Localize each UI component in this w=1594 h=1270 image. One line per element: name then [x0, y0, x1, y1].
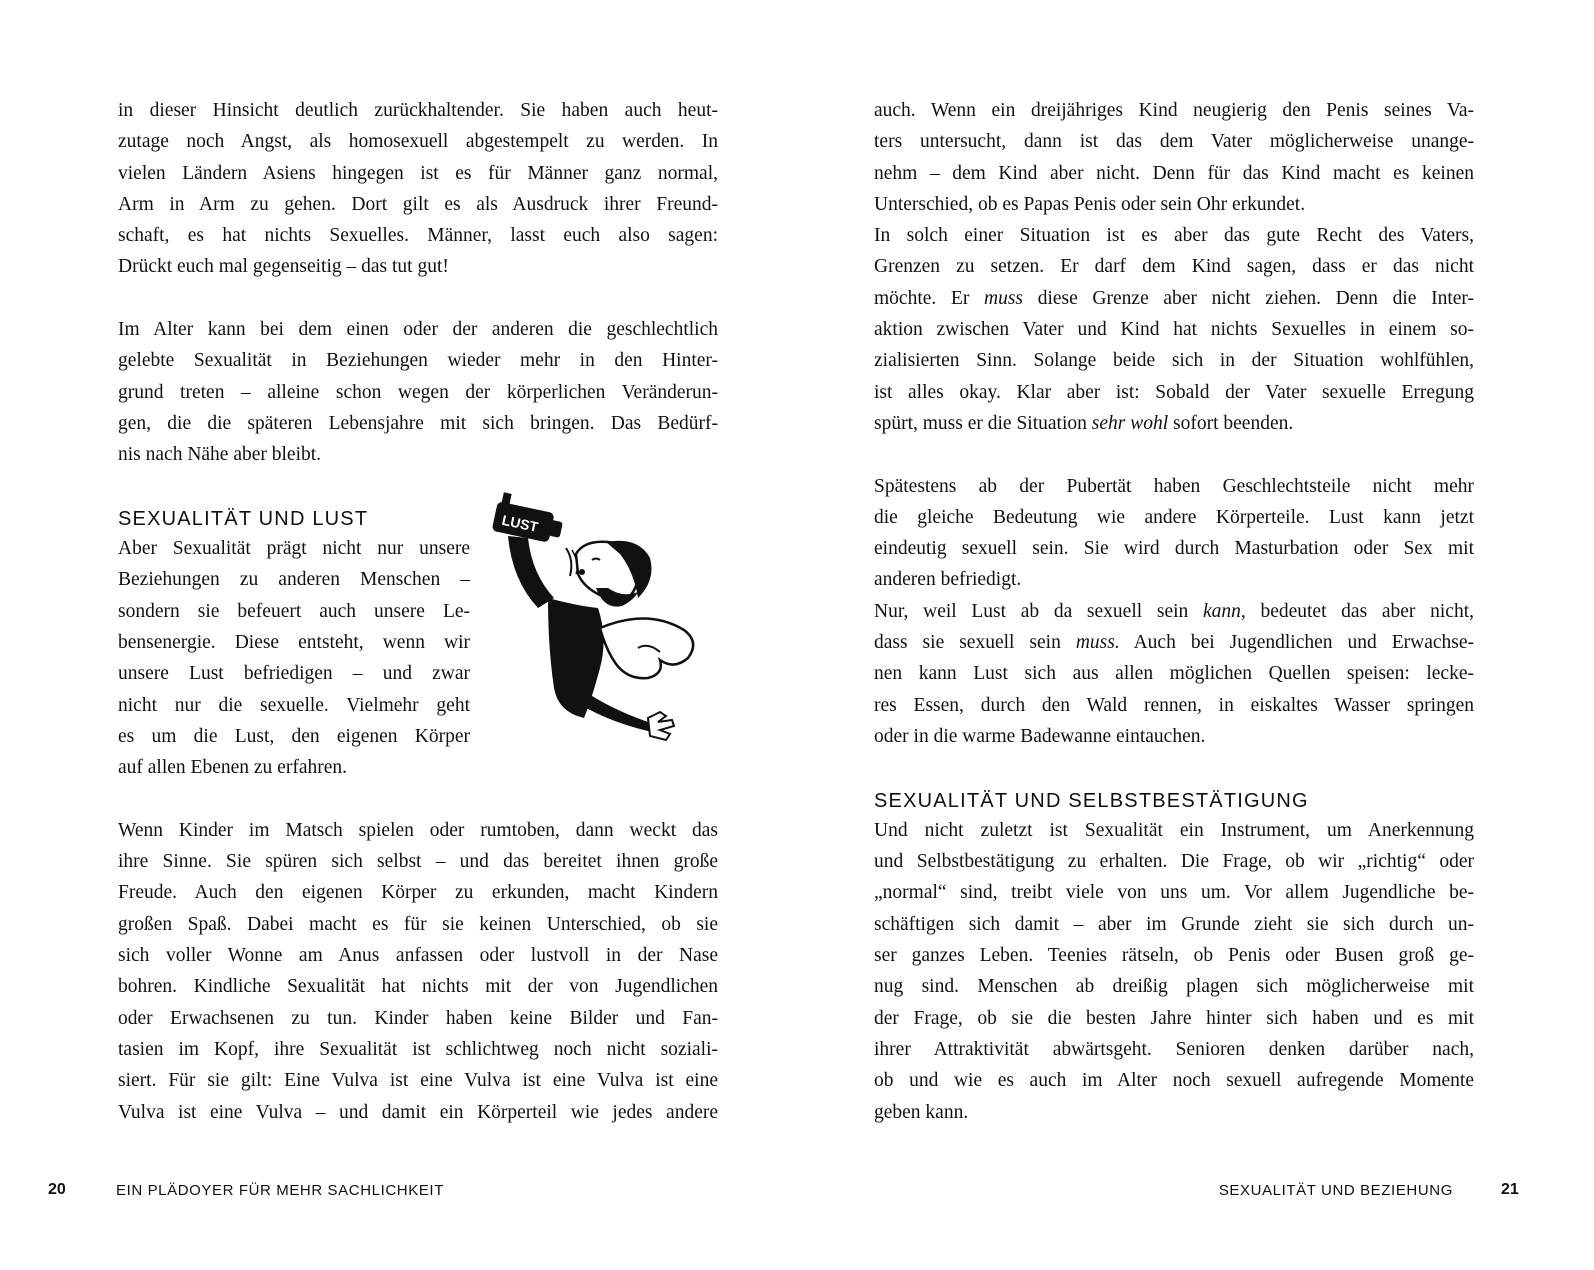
paragraph	[118, 533, 470, 783]
text-line: ihrer Attraktivität abwärtsgeht. Senioren denken darüber nach,	[874, 1038, 1474, 1060]
section-heading: SEXUALITÄT UND SELBSTBESTÄTIGUNG	[874, 789, 1309, 812]
text-line: dass sie sexuell sein muss. Auch bei Jugendlichen und Erwachse-	[874, 632, 1474, 654]
paragraph	[118, 95, 718, 283]
page-number: 20	[48, 1181, 66, 1198]
text-line: Im Alter kann bei dem einen oder der anderen die geschlechtlich	[118, 319, 718, 341]
bottle-label: LUST	[500, 511, 540, 535]
text-line: es um die Lust, den eigenen Körper	[118, 725, 470, 747]
text-line: großen Spaß. Dabei macht es für sie keinen Unterschied, ob sie	[118, 913, 718, 935]
text-line: spürt, muss er die Situation sehr wohl sofort beenden.	[874, 412, 1294, 434]
text-line: ob und wie es auch im Alter noch sexuell aufregende Momente	[874, 1070, 1474, 1092]
text-line: Arm in Arm zu gehen. Dort gilt es als Ausdruck ihrer Freund-	[118, 193, 718, 215]
text-line: schaft, es hat nichts Sexuelles. Männer, lasst euch also sagen:	[118, 225, 718, 247]
paragraph	[874, 815, 1474, 1128]
paragraph	[874, 471, 1474, 596]
text-line: grund treten – alleine schon wegen der körperlichen Veränderun-	[118, 381, 718, 403]
text-line: Spätestens ab der Pubertät haben Geschlechtsteile nicht mehr	[874, 475, 1474, 497]
text-line: auf allen Ebenen zu erfahren.	[118, 757, 347, 779]
paragraph	[118, 815, 718, 1128]
text-line: ters untersucht, dann ist das dem Vater möglicherweise unange-	[874, 131, 1474, 153]
text-line: eindeutig sexuell sein. Sie wird durch Masturbation oder Sex mit	[874, 538, 1474, 560]
text-line: sich voller Wonne am Anus anfassen oder lustvoll in der Nase	[118, 945, 718, 967]
text-line: Freude. Auch den eigenen Körper zu erkunden, macht Kindern	[118, 882, 718, 904]
section-heading: SEXUALITÄT UND LUST	[118, 507, 369, 530]
running-head: EIN PLÄDOYER FÜR MEHR SACHLICHKEIT	[116, 1182, 444, 1199]
right-page	[797, 0, 1594, 1270]
text-line: anderen befriedigt.	[874, 569, 1022, 591]
text-line: In solch einer Situation ist es aber das gute Recht des Vaters,	[874, 225, 1474, 247]
text-line: Vulva ist eine Vulva – und damit ein Körperteil wie jedes andere	[118, 1101, 718, 1123]
text-line: Aber Sexualität prägt nicht nur unsere	[118, 538, 470, 560]
text-line: nis nach Nähe aber bleibt.	[118, 444, 322, 466]
text-line: Grenzen zu setzen. Er darf dem Kind sagen, dass er das nicht	[874, 256, 1474, 278]
paragraph	[874, 95, 1474, 220]
text-line: nicht nur die sexuelle. Vielmehr geht	[118, 694, 470, 716]
text-line: nug sind. Menschen ab dreißig plagen sich möglicherweise mit	[874, 976, 1474, 998]
text-line: ser ganzes Leben. Teenies rätseln, ob Penis oder Busen groß ge-	[874, 945, 1474, 967]
paragraph	[874, 596, 1474, 752]
text-line: zutage noch Angst, als homosexuell abgestempelt zu werden. In	[118, 131, 718, 153]
text-line: Nur, weil Lust ab da sexuell sein kann, bedeutet das aber nicht,	[874, 600, 1474, 622]
text-line: ist alles okay. Klar aber ist: Sobald der Vater sexuelle Erregung	[874, 381, 1474, 403]
text-line: Unterschied, ob es Papas Penis oder sein Ohr erkundet.	[874, 193, 1306, 215]
text-line: oder in die warme Badewanne eintauchen.	[874, 725, 1206, 747]
text-line: nehm – dem Kind aber nicht. Denn für das Kind macht es keinen	[874, 162, 1474, 184]
text-line: siert. Für sie gilt: Eine Vulva ist eine Vulva ist eine Vulva ist eine	[118, 1070, 718, 1092]
text-line: geben kann.	[874, 1101, 969, 1123]
text-line: der Frage, ob sie die besten Jahre hinter sich haben und es mit	[874, 1007, 1474, 1029]
text-line: Und nicht zuletzt ist Sexualität ein Instrument, um Anerkennung	[874, 819, 1474, 841]
text-line: bensenergie. Diese entsteht, wenn wir	[118, 632, 470, 654]
text-line: oder Erwachsenen zu tun. Kinder haben keine Bilder und Fan-	[118, 1007, 718, 1029]
text-line: bohren. Kindliche Sexualität hat nichts mit der von Jugendlichen	[118, 976, 718, 998]
text-line: möchte. Er muss diese Grenze aber nicht ziehen. Denn die Inter-	[874, 287, 1474, 309]
text-line: ihre Sinne. Sie spüren sich selbst – und das bereitet ihnen große	[118, 851, 718, 873]
text-line: „normal“ sind, treibt viele von uns um. Vor allem Jugendliche be-	[874, 882, 1474, 904]
text-line: in dieser Hinsicht deutlich zurückhaltender. Sie haben auch heut-	[118, 100, 718, 121]
text-line: nen kann Lust sich aus allen möglichen Quellen speisen: lecke-	[874, 663, 1474, 685]
text-line: Beziehungen zu anderen Menschen –	[118, 569, 470, 591]
running-head: SEXUALITÄT UND BEZIEHUNG	[1218, 1182, 1453, 1199]
right-text-column	[874, 95, 1474, 1128]
text-line: unsere Lust befriedigen – und zwar	[118, 663, 470, 685]
text-line: die gleiche Bedeutung wie andere Körperteile. Lust kann jetzt	[874, 506, 1474, 528]
text-line: aktion zwischen Vater und Kind hat nichts Sexuelles in einem so-	[874, 319, 1474, 341]
text-line: zialisierten Sinn. Solange beide sich in der Situation wohlfühlen,	[874, 350, 1474, 372]
text-line: res Essen, durch den Wald rennen, in eiskaltes Wasser springen	[874, 694, 1474, 716]
angel-drinking-illustration	[488, 488, 702, 754]
text-line: tasien im Kopf, ihre Sexualität ist schlichtweg noch nicht soziali-	[118, 1038, 718, 1060]
text-line: und Selbstbestätigung zu erhalten. Die Frage, ob wir „richtig“ oder	[874, 851, 1474, 873]
text-line: schäftigen sich damit – aber im Grunde zieht sie sich durch un-	[874, 913, 1474, 935]
text-line: Wenn Kinder im Matsch spielen oder rumtoben, dann weckt das	[118, 819, 718, 841]
text-line: gelebte Sexualität in Beziehungen wieder mehr in den Hinter-	[118, 350, 718, 372]
paragraph	[874, 220, 1474, 439]
text-line: Drückt euch mal gegenseitig – das tut gut!	[118, 256, 449, 278]
text-line: vielen Ländern Asiens hingegen ist es für Männer ganz normal,	[118, 162, 718, 184]
page-number: 21	[1501, 1181, 1519, 1198]
paragraph	[118, 314, 718, 470]
text-line: auch. Wenn ein dreijähriges Kind neugierig den Penis seines Va-	[874, 100, 1474, 121]
text-line: sondern sie befeuert auch unsere Le-	[118, 600, 470, 622]
text-line: gen, die die späteren Lebensjahre mit sich bringen. Das Bedürf-	[118, 412, 718, 434]
